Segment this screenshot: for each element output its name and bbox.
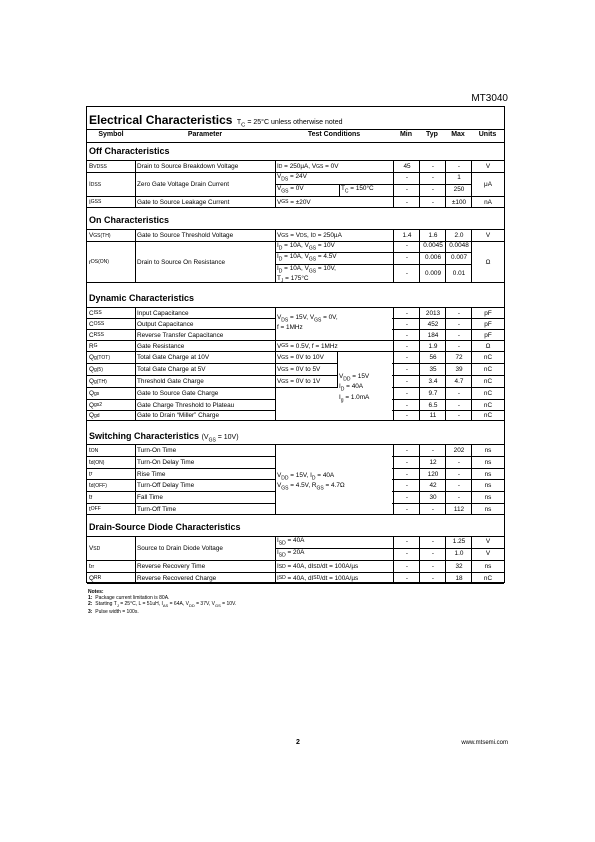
condition: V GS = V DS , I D = 250µA [277,232,342,239]
section-on: On Characteristics [89,215,170,225]
switching-condition: $V_{DD} = 15V$, $I_D = 40A$ $V_{GS} = 4.5V$, $R_{GS} = 4.7\Omega$ [277,472,345,492]
max: 112 [453,505,465,513]
idss-condition-a: $V_{DS} = 24V$ [277,173,307,183]
min: - [405,320,409,328]
max: 0.007 [451,254,467,261]
min: - [405,198,409,206]
typ: - [431,186,435,193]
divider [393,444,394,515]
min: - [405,331,409,339]
section-switching: Switching Characteristics $(V_{GS} = 10V)$ [89,431,239,444]
notes-heading: Notes: [88,589,104,595]
footer-url: www.mtsemi.com [461,740,508,746]
symbol: t ON [89,447,99,454]
max: 72 [455,354,463,361]
header-units: Units [478,131,497,138]
parameter: Drain to Source Breakdown Voltage [137,163,239,170]
min: - [405,342,409,350]
condition: V GS = 0V to 10V [277,354,324,361]
symbol: Q g(TOT) [89,354,111,361]
divider [135,229,136,283]
divider [419,160,420,208]
table-title: Electrical Characteristics $T_C = 25^\circ C$ unless otherwise noted [89,113,343,129]
characteristics-table [86,106,505,583]
parameter: Turn-Off Delay Time [137,482,195,489]
max: 1 [457,174,461,181]
symbol: C ISS [89,309,102,317]
divider [419,307,420,421]
min: - [405,366,409,373]
min: - [405,505,409,513]
symbol: t f [89,494,93,501]
typ: 30 [429,494,437,501]
unit: V [485,550,491,557]
symbol: Q RR [89,574,102,582]
parameter: Output Capacitance [137,320,194,328]
unit: nC [483,378,493,385]
divider [445,307,446,421]
typ: - [431,163,435,170]
max: 32 [455,563,463,570]
symbol: Q gd [89,412,100,419]
parameter: Gate to Source Leakage Current [137,198,230,206]
table-row-qgtot [87,351,504,363]
gate-charge-condition: $V_{DD} = 15V$ $I_D = 40A$ $I_g = 1.0mA$ [339,373,370,403]
min: - [405,390,409,397]
divider [275,160,276,208]
max: - [457,470,461,478]
divider [337,351,338,387]
condition: V GS = 0.5V, f = 1MHz [277,342,338,350]
symbol: t d(OFF) [89,482,107,489]
divider [393,229,394,283]
symbol: C OSS [89,320,105,328]
typ: - [431,538,435,545]
max: 4.7 [454,378,464,385]
typ: - [431,574,435,582]
unit: nC [483,354,493,361]
max: - [457,331,461,339]
unit: pF [484,309,492,317]
max: 18 [455,574,463,582]
max: 202 [453,447,465,454]
table-row-qgth [87,375,504,387]
page-number: 2 [296,739,300,746]
min: - [405,550,409,557]
divider [275,536,276,584]
symbol: t d(ON) [89,459,105,466]
divider [419,444,420,515]
divider [419,536,420,584]
typ: 1.9 [428,342,438,350]
min: 45 [403,163,411,170]
symbol: C RSS [89,331,104,339]
max: - [457,390,461,397]
min: 1.4 [402,232,412,239]
typ: 3.4 [428,378,438,385]
typ: 42 [429,482,437,489]
max: 39 [455,366,463,373]
table-row-vgsth [87,229,504,241]
min: - [405,309,409,317]
symbol: Q g(TH) [89,378,107,385]
section-dynamic: Dynamic Characteristics [89,293,195,303]
max: 2.0 [454,232,464,239]
max: - [457,320,461,328]
divider [135,536,136,584]
unit: nC [483,574,493,582]
section-off: Off Characteristics [89,146,170,156]
max: 0.0048 [449,242,469,249]
parameter: Gate Resistance [137,342,185,350]
unit: V [485,163,491,170]
symbol: R G [89,342,98,350]
max: - [457,412,461,419]
unit: Ω [485,258,491,266]
divider [393,307,394,421]
typ: 452 [427,320,439,328]
parameter: Reverse Recovery Time [137,563,206,570]
part-number: MT3040 [471,93,508,104]
unit: nA [484,198,492,206]
notes [88,589,236,615]
max: - [457,309,461,317]
max: - [457,342,461,350]
table-header [87,129,504,143]
parameter: Total Gate Charge at 5V [137,366,206,373]
header-parameter: Parameter [187,131,223,138]
parameter: Fall Time [137,494,163,501]
divider [393,160,394,208]
condition: V GS = ±20V [277,198,311,206]
divider [419,229,420,283]
rds-condition-c: $I_D = 10A$, $V_{GS} = 10V$, $T_J = 175^\circ C$ [277,265,336,285]
rds-condition-a: $I_D = 10A$, $V_{GS} = 10V$ [277,242,335,252]
divider [135,444,136,515]
note-3: 3: Pulse width = 100s. [88,609,139,615]
condition: I SD = 40A, dI SD /dt = 100A/µs [277,574,359,582]
typ: - [431,563,435,570]
merged-cell-bg [276,388,338,420]
symbol: I DSS [89,181,102,188]
divider [471,536,472,584]
condition: I SD = 40A, dI SD /dt = 100A/µs [277,563,359,570]
typ: 9.7 [428,390,438,397]
max: ±100 [451,198,467,206]
parameter: Gate to Drain “Miller” Charge [137,412,220,419]
unit: pF [484,320,492,328]
parameter: Threshold Gate Charge [137,378,204,385]
typ: - [431,447,435,454]
unit: nC [483,366,493,373]
divider [471,307,472,421]
parameter: Turn-On Time [137,447,177,454]
condition: I D = 250µA, V GS = 0V [277,163,339,170]
table-row-igss [87,196,504,208]
note-1: 1: Package current limitation is 80A. [88,595,170,601]
symbol: t rr [89,563,95,570]
divider [275,444,276,515]
unit: μA [484,181,492,188]
max: 250 [453,186,465,193]
header-min: Min [399,131,413,138]
unit: ns [484,447,492,454]
min: - [405,242,409,249]
unit: nC [483,390,493,397]
condition: V GS = 0V to 5V [277,366,321,373]
min: - [405,494,409,501]
parameter: Total Gate Charge at 10V [137,354,210,361]
typ: 0.0045 [423,242,443,249]
max: - [457,494,461,501]
unit: ns [484,459,492,466]
min: - [405,354,409,361]
unit: ns [484,563,492,570]
capacitance-condition: $V_{DS} = 15V$, $V_{GS} = 0V$, f = 1MHz [277,314,338,332]
typ: - [431,174,435,181]
unit: V [485,232,491,239]
parameter: Turn-On Delay Time [137,459,195,466]
parameter: Gate to Source Gate Charge [137,390,219,397]
typ: 12 [429,459,437,466]
typ: 120 [427,470,439,478]
symbol: V SD [89,545,101,552]
unit: nC [483,401,493,409]
typ: - [431,550,435,557]
divider [445,536,446,584]
note-2: 2: Starting $T_J = 25^\circ C$, L = 51uH, $I_{AS} = 64A$, $V_{DD} = 37V$, $V_{GS} = 10V$. [88,601,237,608]
min: - [405,378,409,385]
min: - [405,270,409,277]
typ: 11 [429,412,437,419]
unit: nC [483,412,493,419]
max: 1.0 [454,550,464,557]
divider [275,307,276,421]
unit: ns [484,482,492,489]
typ: - [431,198,435,206]
typ: 184 [427,331,439,339]
typ: - [431,505,435,513]
unit: Ω [485,342,491,350]
parameter: Rise Time [137,470,166,478]
table-row-rg [87,340,504,351]
divider [275,548,504,549]
header-max: Max [451,131,465,138]
idss-condition-b: $V_{GS} = 0V$ [277,185,304,195]
header-typ: Typ [426,131,438,138]
min: - [405,563,409,570]
divider [275,229,276,283]
typ: 35 [429,366,437,373]
parameter: Input Capacitance [137,309,189,317]
max: 1.25 [452,538,466,545]
parameter: Reverse Recovered Charge [137,574,217,582]
symbol: I GSS [89,198,102,206]
divider [445,229,446,283]
max: - [457,482,461,489]
min: - [405,401,409,409]
max: - [457,401,461,409]
typ: 2013 [425,309,441,317]
rds-condition-b: $I_D = 10A$, $V_{GS} = 4.5V$ [277,253,337,263]
typ: 1.6 [428,232,438,239]
divider [135,307,136,421]
symbol: r DS(ON) [89,258,109,266]
typ: 0.009 [425,270,441,277]
min: - [405,459,409,466]
parameter: Drain to Source On Resistance [137,258,226,266]
divider [393,536,394,584]
table-row-qrr [87,572,504,584]
parameter: Zero Gate Voltage Drain Current [137,181,229,188]
parameter: Turn-Off Time [137,505,177,513]
condition: V GS = 0V to 1V [277,378,321,385]
unit: V [485,538,491,545]
min: - [405,186,409,193]
table-row-bvdss [87,160,504,172]
unit: ns [484,494,492,501]
idss-condition-temp: $T_C = 150^\circ C$ [341,185,374,195]
vsd-condition-b: $I_{SD} = 20A$ [277,549,305,559]
min: - [405,412,409,419]
min: - [405,482,409,489]
max: - [457,459,461,466]
typ: 0.006 [425,254,441,261]
symbol: t r [89,470,93,478]
symbol: B VDSS [89,163,107,170]
min: - [405,574,409,582]
parameter: Gate Charge Threshold to Plateau [137,401,235,409]
section-diode: Drain-Source Diode Characteristics [89,522,241,532]
typ: 56 [429,354,437,361]
divider [445,444,446,515]
header-symbol: Symbol [98,131,124,138]
symbol: V GS(TH) [89,232,111,239]
min: - [405,254,409,261]
parameter: Gate to Source Threshold Voltage [137,232,234,239]
parameter: Source to Drain Diode Voltage [137,545,223,552]
symbol: Q g(5) [89,366,103,373]
typ: 6.5 [428,401,438,409]
parameter: Reverse Transfer Capacitance [137,331,224,339]
symbol: Q gs2 [89,401,103,409]
symbol: t OFF [89,505,101,513]
min: - [405,447,409,454]
symbol: Q gs [89,390,100,397]
min: - [405,174,409,181]
table-row-trr [87,560,504,572]
unit: pF [484,331,492,339]
header-test-conditions: Test Conditions [307,131,361,138]
max: 0.01 [452,270,466,277]
divider [275,184,471,185]
vsd-condition-a: $I_{SD} = 40A$ [277,537,305,547]
unit: ns [484,505,492,513]
table-row-qg5 [87,363,504,375]
divider [471,229,472,283]
divider [471,160,472,208]
divider [445,160,446,208]
unit: ns [484,470,492,478]
min: - [405,470,409,478]
divider [339,184,340,196]
divider [135,160,136,208]
divider [471,444,472,515]
min: - [405,538,409,545]
max: - [457,163,461,170]
